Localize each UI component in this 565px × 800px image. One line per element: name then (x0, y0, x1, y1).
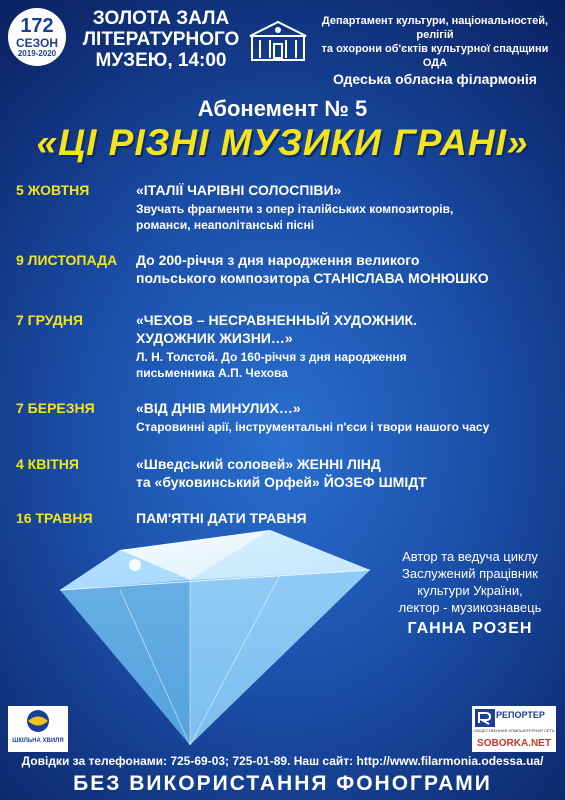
event-title: До 200-річчя з дня народження великого (136, 252, 420, 268)
event-description: Старовинні арії, інструментальні п'єси і твори нашого часу (136, 420, 490, 434)
author-line: Заслужений працівник (402, 566, 538, 581)
event-date: 7 ГРУДНЯ (16, 312, 83, 328)
event-date: 9 ЛИСТОПАДА (16, 252, 118, 268)
event-title: та «буковинський Орфей» ЙОЗЕФ ШМІДТ (136, 474, 427, 490)
event-date: 4 КВІТНЯ (16, 456, 79, 472)
school-wave-logo (8, 706, 68, 752)
cycle-title: «ЦІ РІЗНІ МУЗИКИ ГРАНІ» (36, 122, 529, 163)
event-title: «ІТАЛІЇ ЧАРІВНІ СОЛОСПІВИ» (136, 182, 342, 198)
event-title: ПАМ'ЯТНІ ДАТИ ТРАВНЯ (136, 510, 307, 526)
season-label: СЕЗОН (15, 36, 59, 50)
philharmonic-building-icon (248, 16, 308, 64)
author-line: Автор та ведуча циклу (402, 549, 538, 564)
event-description: Л. Н. Толстой. До 160-річчя з дня народження (136, 350, 407, 364)
author-block (380, 548, 560, 637)
wave-icon (8, 706, 68, 736)
logo-site: SOBORKA.NET (477, 738, 551, 749)
diamond-illustration (40, 520, 390, 750)
season-years: 2019-2020 (17, 49, 57, 58)
venue-block (76, 8, 246, 71)
venue-line: ЛІТЕРАТУРНОГО (82, 29, 240, 50)
event-title: «ВІД ДНІВ МИНУЛИХ…» (136, 400, 301, 416)
season-number: 172 (20, 15, 54, 37)
event-title: «ЧЕХОВ – НЕСРАВНЕННЫЙ ХУДОЖНИК. (136, 312, 417, 328)
contact-info: Довідки за телефонами: 725-69-03; 725-01-89. Наш сайт: http://www.filarmonia.odessa.ua/ (21, 754, 544, 768)
reporter-emblem-icon (474, 708, 496, 728)
author-line: лектор - музикознавець (398, 600, 542, 615)
organizer-block (310, 14, 560, 88)
venue-line: МУЗЕЮ, 14:00 (95, 50, 227, 71)
logo-subtext: ОБЩЕСТВЕННАЯ КОМПЬЮТЕРНАЯ СЕТЬ (473, 728, 555, 733)
venue-line: ЗОЛОТА ЗАЛА (92, 8, 230, 29)
author-line: культури України, (417, 583, 523, 598)
event-description: письменника А.П. Чехова (136, 366, 288, 380)
event-date: 7 БЕРЕЗНЯ (16, 400, 95, 416)
event-title: ХУДОЖНИК ЖИЗНИ…» (136, 330, 293, 346)
logo-text: РЕПОРТЕР (496, 710, 545, 720)
logo-text: ШКІЛЬНА ХВИЛЯ (12, 738, 64, 744)
organizer-line: Департамент культури, національностей, релігій (321, 15, 549, 41)
season-badge (8, 8, 66, 66)
organizer-line: та охорони об'єктів культурної спадщини ОДА (321, 43, 549, 69)
author-name: ГАННА РОЗЕН (407, 620, 533, 637)
event-title: польського композитора СТАНІСЛАВА МОНЮШКО (136, 270, 489, 286)
reporter-logo (472, 706, 556, 752)
subscription-title: Абонемент № 5 (197, 96, 368, 121)
event-description: романси, неаполітанські пісні (136, 218, 315, 232)
event-date: 5 ЖОВТНЯ (16, 182, 90, 198)
no-playback-notice: БЕЗ ВИКОРИСТАННЯ ФОНОГРАМИ (73, 772, 492, 795)
event-title: «Шведський соловей» ЖЕННІ ЛІНД (136, 456, 381, 472)
philharmonic-name: Одеська обласна філармонія (333, 71, 537, 87)
event-date: 16 ТРАВНЯ (16, 510, 93, 526)
event-description: Звучать фрагменти з опер італійських композиторів, (136, 202, 454, 216)
